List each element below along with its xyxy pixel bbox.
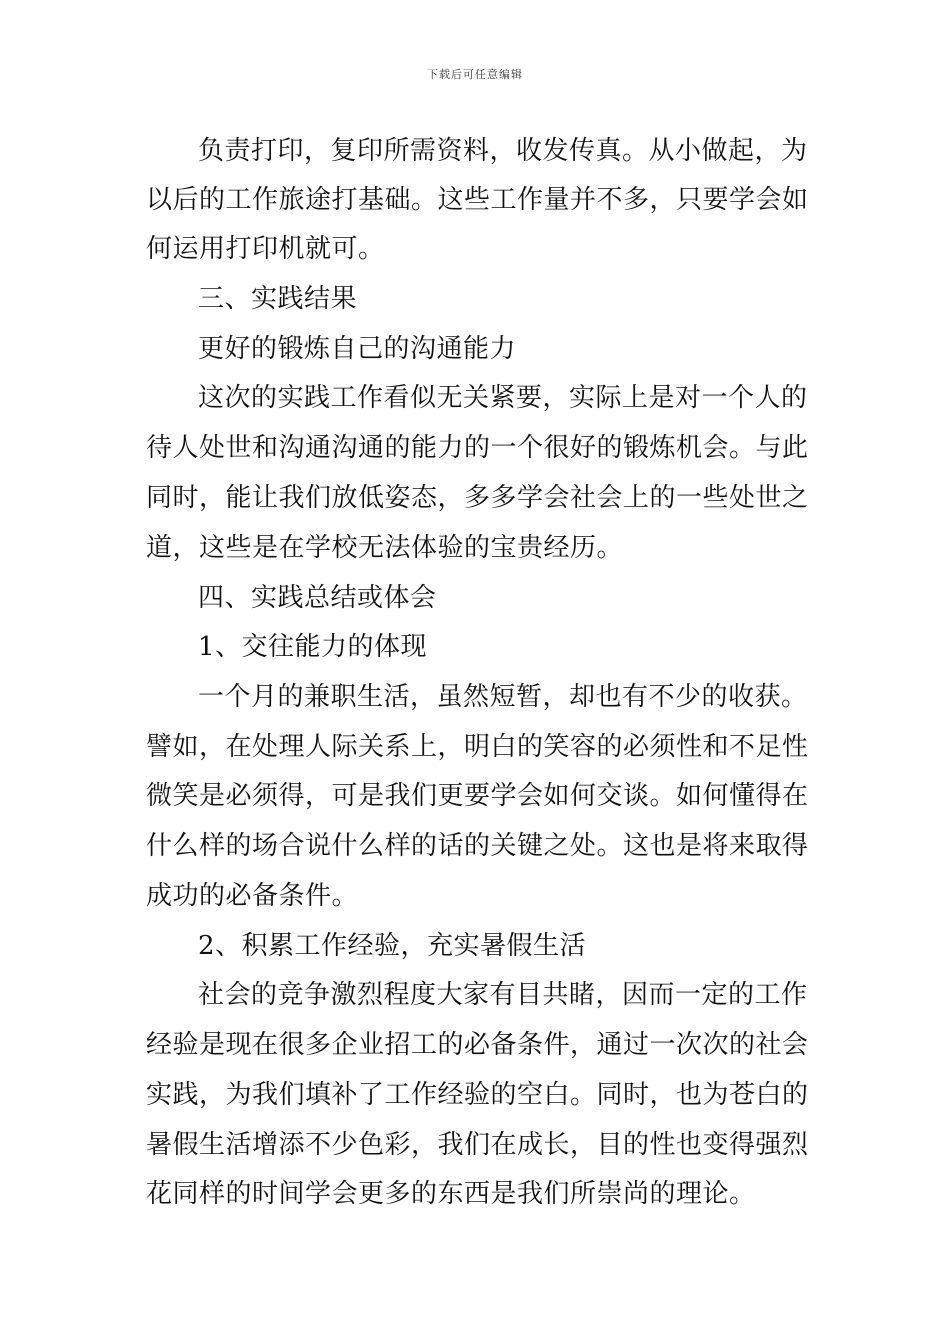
paragraph-line: 负责打印，复印所需资料，收发传真。从小做起，为 [198, 136, 808, 166]
paragraph-line: 待人处世和沟通沟通的能力的一个很好的锻炼机会。与此 [146, 433, 809, 463]
paragraph-line: 经验是现在很多企业招工的必备条件，通过一次次的社会 [146, 1030, 809, 1060]
paragraph-line: 花同样的时间学会更多的东西是我们所崇尚的理论。 [146, 1179, 756, 1209]
paragraph-line: 实践，为我们填补了工作经验的空白。同时，也为苍白的 [146, 1080, 809, 1110]
section-heading: 三、实践结果 [198, 284, 358, 314]
paragraph-line: 成功的必备条件。 [146, 881, 359, 911]
paragraph-line: 以后的工作旅途打基础。这些工作量并不多，只要学会如 [146, 185, 809, 215]
paragraph-line: 何运用打印机就可。 [146, 234, 385, 264]
subsection-heading: 1、交往能力的体现 [198, 632, 428, 662]
paragraph-line: 同时，能让我们放低姿态，多多学会社会上的一些处世之 [146, 483, 809, 513]
subsection-heading: 2、积累工作经验，充实暑假生活 [198, 931, 587, 961]
page-header: 下载后可任意编辑 [427, 68, 523, 81]
section-heading: 四、实践总结或体会 [198, 583, 437, 613]
paragraph-line: 什么样的场合说什么样的话的关键之处。这也是将来取得 [146, 831, 809, 861]
paragraph-line: 这次的实践工作看似无关紧要，实际上是对一个人的 [198, 383, 808, 413]
paragraph-line: 社会的竞争激烈程度大家有目共睹，因而一定的工作 [198, 980, 808, 1010]
paragraph-line: 一个月的兼职生活，虽然短暂，却也有不少的收获。 [198, 682, 808, 712]
subsection-heading: 更好的锻炼自己的沟通能力 [198, 334, 517, 364]
paragraph-line: 道，这些是在学校无法体验的宝贵经历。 [146, 533, 624, 563]
paragraph-line: 譬如，在处理人际关系上，明白的笑容的必须性和不足性 [146, 732, 809, 762]
paragraph-line: 微笑是必须得，可是我们更要学会如何交谈。如何懂得在 [146, 781, 809, 811]
paragraph-line: 暑假生活增添不少色彩，我们在成长，目的性也变得强烈 [146, 1130, 809, 1160]
